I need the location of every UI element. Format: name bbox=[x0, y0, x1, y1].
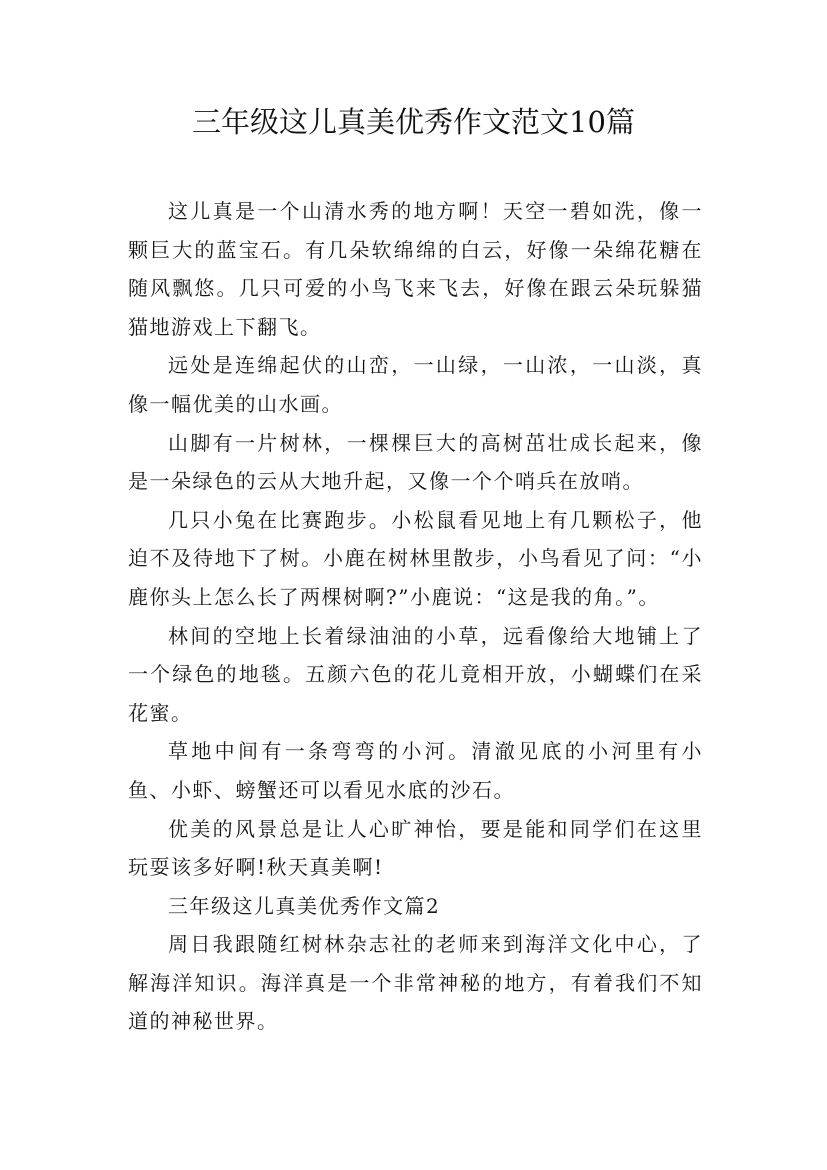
document-title: 三年级这儿真美优秀作文范文10篇 bbox=[192, 105, 635, 139]
document-body bbox=[128, 192, 703, 1041]
paragraph-8: 周日我跟随红树林杂志社的老师来到海洋文化中心，了解海洋知识。海洋真是一个非常神秘的地方，有着我们不知道的神秘世界。 bbox=[128, 932, 703, 1034]
paragraph-2: 远处是连绵起伏的山峦，一山绿，一山浓，一山淡，真像一幅优美的山水画。 bbox=[128, 353, 703, 416]
paragraph-6: 草地中间有一条弯弯的小河。清澈见底的小河里有小鱼、小虾、螃蟹还可以看见水底的沙石。 bbox=[128, 739, 703, 802]
paragraph-3: 山脚有一片树林，一棵棵巨大的高树茁壮成长起来，像是一朵绿色的云从大地升起，又像一个个哨兵在放哨。 bbox=[128, 430, 703, 494]
paragraph-7: 优美的风景总是让人心旷神怡，要是能和同学们在这里玩耍该多好啊!秋天真美啊! bbox=[128, 816, 703, 880]
paragraph-5: 林间的空地上长着绿油油的小草，远看像给大地铺上了一个绿色的地毯。五颜六色的花儿竟相开放，小蝴蝶们在采花蜜。 bbox=[128, 623, 703, 725]
section-heading-2: 三年级这儿真美优秀作文篇2 bbox=[168, 893, 441, 918]
paragraph-1: 这儿真是一个山清水秀的地方啊！天空一碧如洗，像一颗巨大的蓝宝石。有几朵软绵绵的白云，好像一朵绵花糖在随风飘悠。几只可爱的小鸟飞来飞去，好像在跟云朵玩躲猫猫地游戏上下翻飞。 bbox=[128, 199, 703, 339]
paragraph-4: 几只小兔在比赛跑步。小松鼠看见地上有几颗松子，他迫不及待地下了树。小鹿在树林里散步，小鸟看见了问：“小鹿你头上怎么长了两棵树啊?”小鹿说：“这是我的角。”。 bbox=[128, 507, 703, 609]
